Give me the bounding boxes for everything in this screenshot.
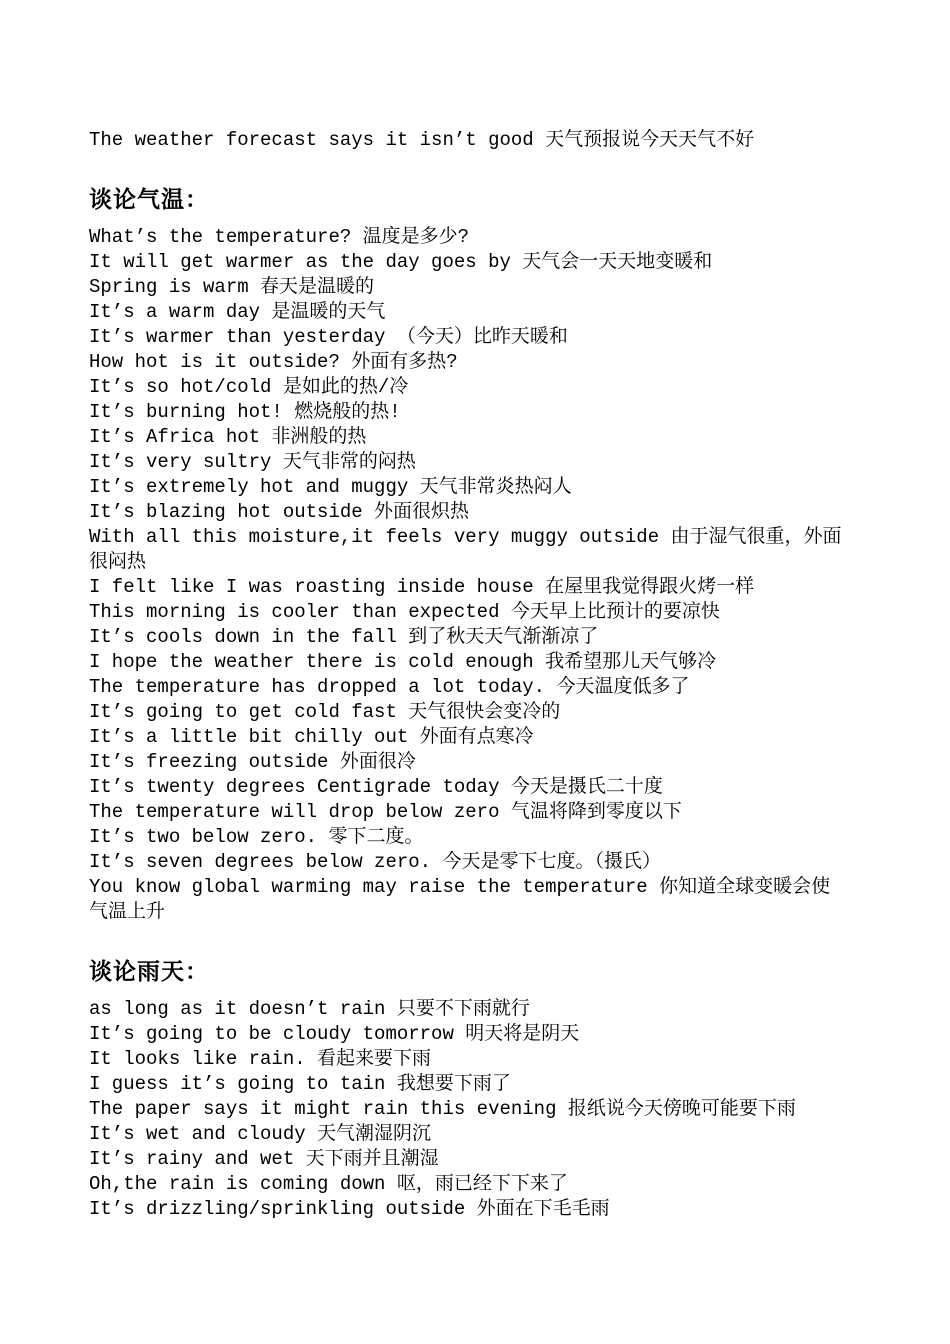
phrase-line: I felt like I was roasting inside house 在屋里我觉得跟火烤一样 bbox=[89, 576, 755, 598]
phrase-line: This morning is cooler than expected 今天早上比预计的要凉快 bbox=[89, 601, 720, 623]
phrase-line: It’s seven degrees below zero. 今天是零下七度。（摄氏） bbox=[89, 851, 661, 873]
phrase-line: Spring is warm 春天是温暖的 bbox=[89, 276, 375, 298]
phrase-line: You know global warming may raise the temperature 你知道全球变暖会使气温上升 bbox=[89, 876, 831, 923]
phrase-line: It’s a warm day 是温暖的天气 bbox=[89, 301, 386, 323]
phrase-line: How hot is it outside? 外面有多热? bbox=[89, 351, 458, 373]
phrase-line: It’s very sultry 天气非常的闷热 bbox=[89, 451, 416, 473]
phrase-line: It’s cools down in the fall 到了秋天天气渐渐凉了 bbox=[89, 626, 599, 648]
phrase-list-rain bbox=[89, 997, 844, 1222]
phrase-line: It’s wet and cloudy 天气潮湿阴沉 bbox=[89, 1123, 432, 1145]
phrase-line: It’s blazing hot outside 外面很炽热 bbox=[89, 501, 470, 523]
phrase-line: It’s freezing outside 外面很冷 bbox=[89, 751, 416, 773]
phrase-line: It’s drizzling/sprinkling outside 外面在下毛毛雨 bbox=[89, 1198, 610, 1220]
section-rain bbox=[89, 958, 844, 1222]
intro-line: The weather forecast says it isn’t good 天气预报说今天天气不好 bbox=[89, 129, 755, 151]
phrase-line: It’s rainy and wet 天下雨并且潮湿 bbox=[89, 1148, 439, 1170]
phrase-line: It looks like rain. 看起来要下雨 bbox=[89, 1048, 432, 1070]
phrase-line: It’s Africa hot 非洲般的热 bbox=[89, 426, 367, 448]
phrase-line: It’s warmer than yesterday （今天）比昨天暖和 bbox=[89, 326, 568, 348]
phrase-line: It’s a little bit chilly out 外面有点寒冷 bbox=[89, 726, 534, 748]
phrase-line: It’s two below zero. 零下二度。 bbox=[89, 826, 424, 848]
phrase-line: It will get warmer as the day goes by 天气会一天天地变暖和 bbox=[89, 251, 713, 273]
phrase-line: What’s the temperature? 温度是多少? bbox=[89, 226, 470, 248]
phrase-line: It’s going to get cold fast 天气很快会变冷的 bbox=[89, 701, 561, 723]
phrase-line: It’s twenty degrees Centigrade today 今天是摄氏二十度 bbox=[89, 776, 663, 798]
section-heading-temperature: 谈论气温： bbox=[89, 186, 209, 212]
phrase-line: Oh,the rain is coming down 呕，雨已经下下来了 bbox=[89, 1173, 568, 1195]
phrase-line: I hope the weather there is cold enough 我希望那儿天气够冷 bbox=[89, 651, 717, 673]
phrase-line: as long as it doesn’t rain 只要不下雨就行 bbox=[89, 998, 530, 1020]
phrase-line: With all this moisture,it feels very muggy outside 由于湿气很重，外面很闷热 bbox=[89, 526, 842, 573]
phrase-line: It’s going to be cloudy tomorrow 明天将是阴天 bbox=[89, 1023, 580, 1045]
phrase-line: The temperature will drop below zero 气温将降到零度以下 bbox=[89, 801, 682, 823]
phrase-list-temperature bbox=[89, 225, 844, 925]
phrase-line: The paper says it might rain this evening 报纸说今天傍晚可能要下雨 bbox=[89, 1098, 796, 1120]
phrase-line: The temperature has dropped a lot today. 今天温度低多了 bbox=[89, 676, 690, 698]
phrase-line: It’s so hot/cold 是如此的热/冷 bbox=[89, 376, 409, 398]
section-heading-rain: 谈论雨天： bbox=[89, 958, 209, 984]
phrase-line: It’s extremely hot and muggy 天气非常炎热闷人 bbox=[89, 476, 572, 498]
section-temperature bbox=[89, 186, 844, 925]
phrase-line: I guess it’s going to tain 我想要下雨了 bbox=[89, 1073, 511, 1095]
phrase-line: It’s burning hot! 燃烧般的热! bbox=[89, 401, 401, 423]
